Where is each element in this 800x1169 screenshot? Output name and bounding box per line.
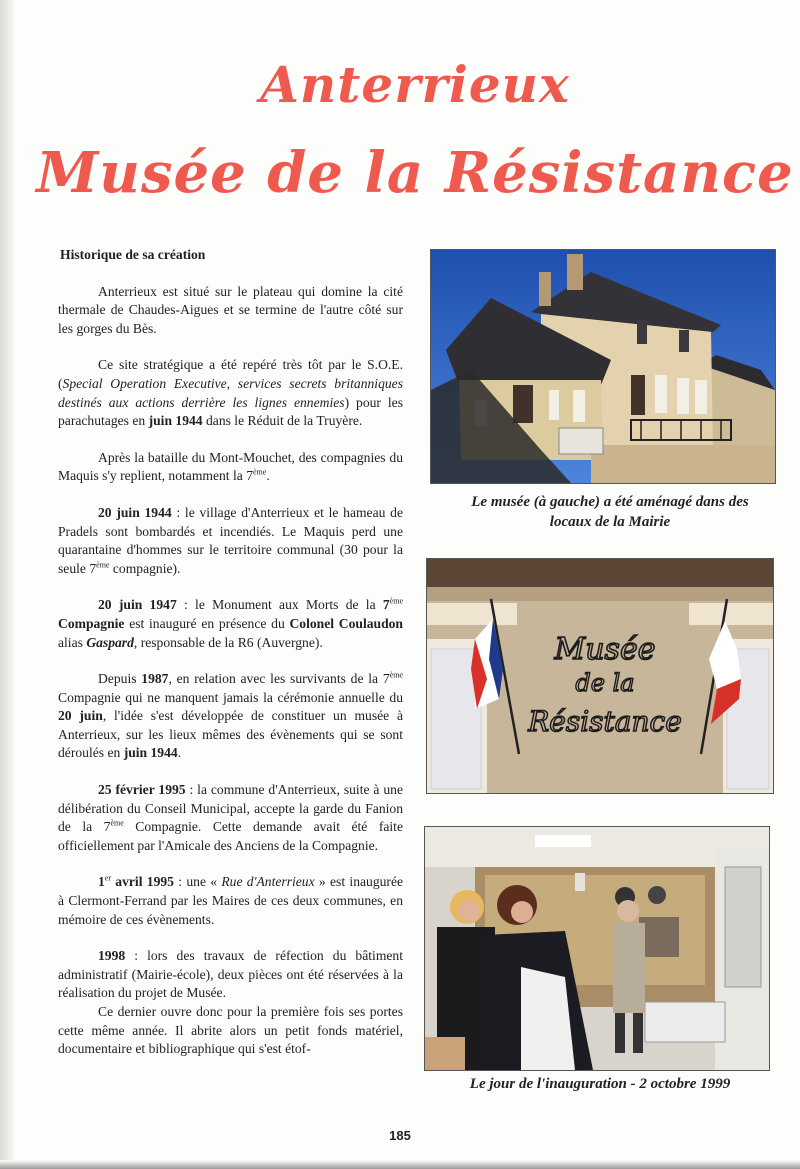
inauguration-illustration [425, 827, 769, 1070]
page-number: 185 [389, 1128, 411, 1143]
paragraph-3: Après la bataille du Mont-Mouchet, des compagnies du Maquis s'y replient, notamment la 7ème. [58, 449, 403, 484]
sign-text-line-1: Musée [554, 632, 656, 667]
paragraph-9: 1998 : lors des travaux de réfection du bâtiment administratif (Mairie-école), deux pièces ont été réservées à la réalisation du projet de Musée. [58, 948, 403, 1001]
museum-building-illustration [431, 250, 775, 483]
paragraph-1: Anterrieux est situé sur le plateau qui domine la cité thermale de Chaudes-Aigues et se termine de l'autre côté sur les gorges du Bès. [58, 283, 403, 336]
sign-text-line-2: de la [575, 669, 635, 697]
paragraph-10: Ce dernier ouvre donc pour la première fois ses portes cette même année. Il abrite alors un petit fonds matériel, documentaire et bibliographique qui s'est étof- [58, 1004, 403, 1057]
museum-sign-illustration [427, 559, 773, 793]
title-line-1: Anterrieux [260, 55, 570, 114]
sign-text-line-3: Résistance [528, 705, 682, 738]
paragraph-6: Depuis 1987, en relation avec les survivants de la 7ème Compagnie qui ne manquent jamais la cérémonie annuelle du 20 juin, l'idée s'est développée de constituer un musée à Anterrieux, sur les lieux mêmes des évènements qui se sont déroulés en juin 1944. [58, 670, 404, 761]
paragraph-8: 1er avril 1995 : une « Rue d'Anterrieux » est inaugurée à Clermont-Ferrand par les Maires de ces deux communes, en mémoire de ces évènements. [58, 873, 404, 927]
paragraph-5: 20 juin 1947 : le Monument aux Morts de la 7ème Compagnie est inauguré en présence du Colonel Coulaudon alias Gaspard, responsable de la R6 (Auvergne). [58, 596, 403, 650]
paragraph-4: 20 juin 1944 : le village d'Anterrieux et le hameau de Pradels sont bombardés et incendiés. Le Maquis perd une quarantaine d'hommes sur le territoire communal (30 pour la seule 7ème compagnie). [58, 504, 403, 576]
section-heading: Historique de sa création [60, 247, 206, 262]
inauguration-photo [424, 826, 770, 1071]
photo-3-caption: Le jour de l'inauguration - 2 octobre 1999 [469, 1076, 731, 1092]
text-column [58, 246, 403, 1059]
museum-building-photo [430, 249, 776, 484]
page-spine-shadow [0, 0, 14, 1169]
page-bottom-shadow [0, 1160, 800, 1169]
paragraph-2: Ce site stratégique a été repéré très tôt par le S.O.E. (Special Operation Executive, services secrets britanniques destinés aux actions derrière les lignes ennemies) pour les parachutages en juin 1944 dans le Réduit de la Truyère. [58, 357, 403, 429]
title-line-2: Musée de la Résistance [36, 140, 794, 206]
photo-1-caption: Le musée (à gauche) a été aménagé dans des locaux de la Mairie [471, 494, 749, 530]
paragraph-7: 25 février 1995 : la commune d'Anterrieux, suite à une délibération du Conseil Municipal, accepte la garde du Fanion de la 7ème Compagnie. Cette demande avait été faite officiellement par l'Amicale des Anciens de la Compagnie. [58, 782, 403, 853]
museum-sign-photo [426, 558, 774, 794]
